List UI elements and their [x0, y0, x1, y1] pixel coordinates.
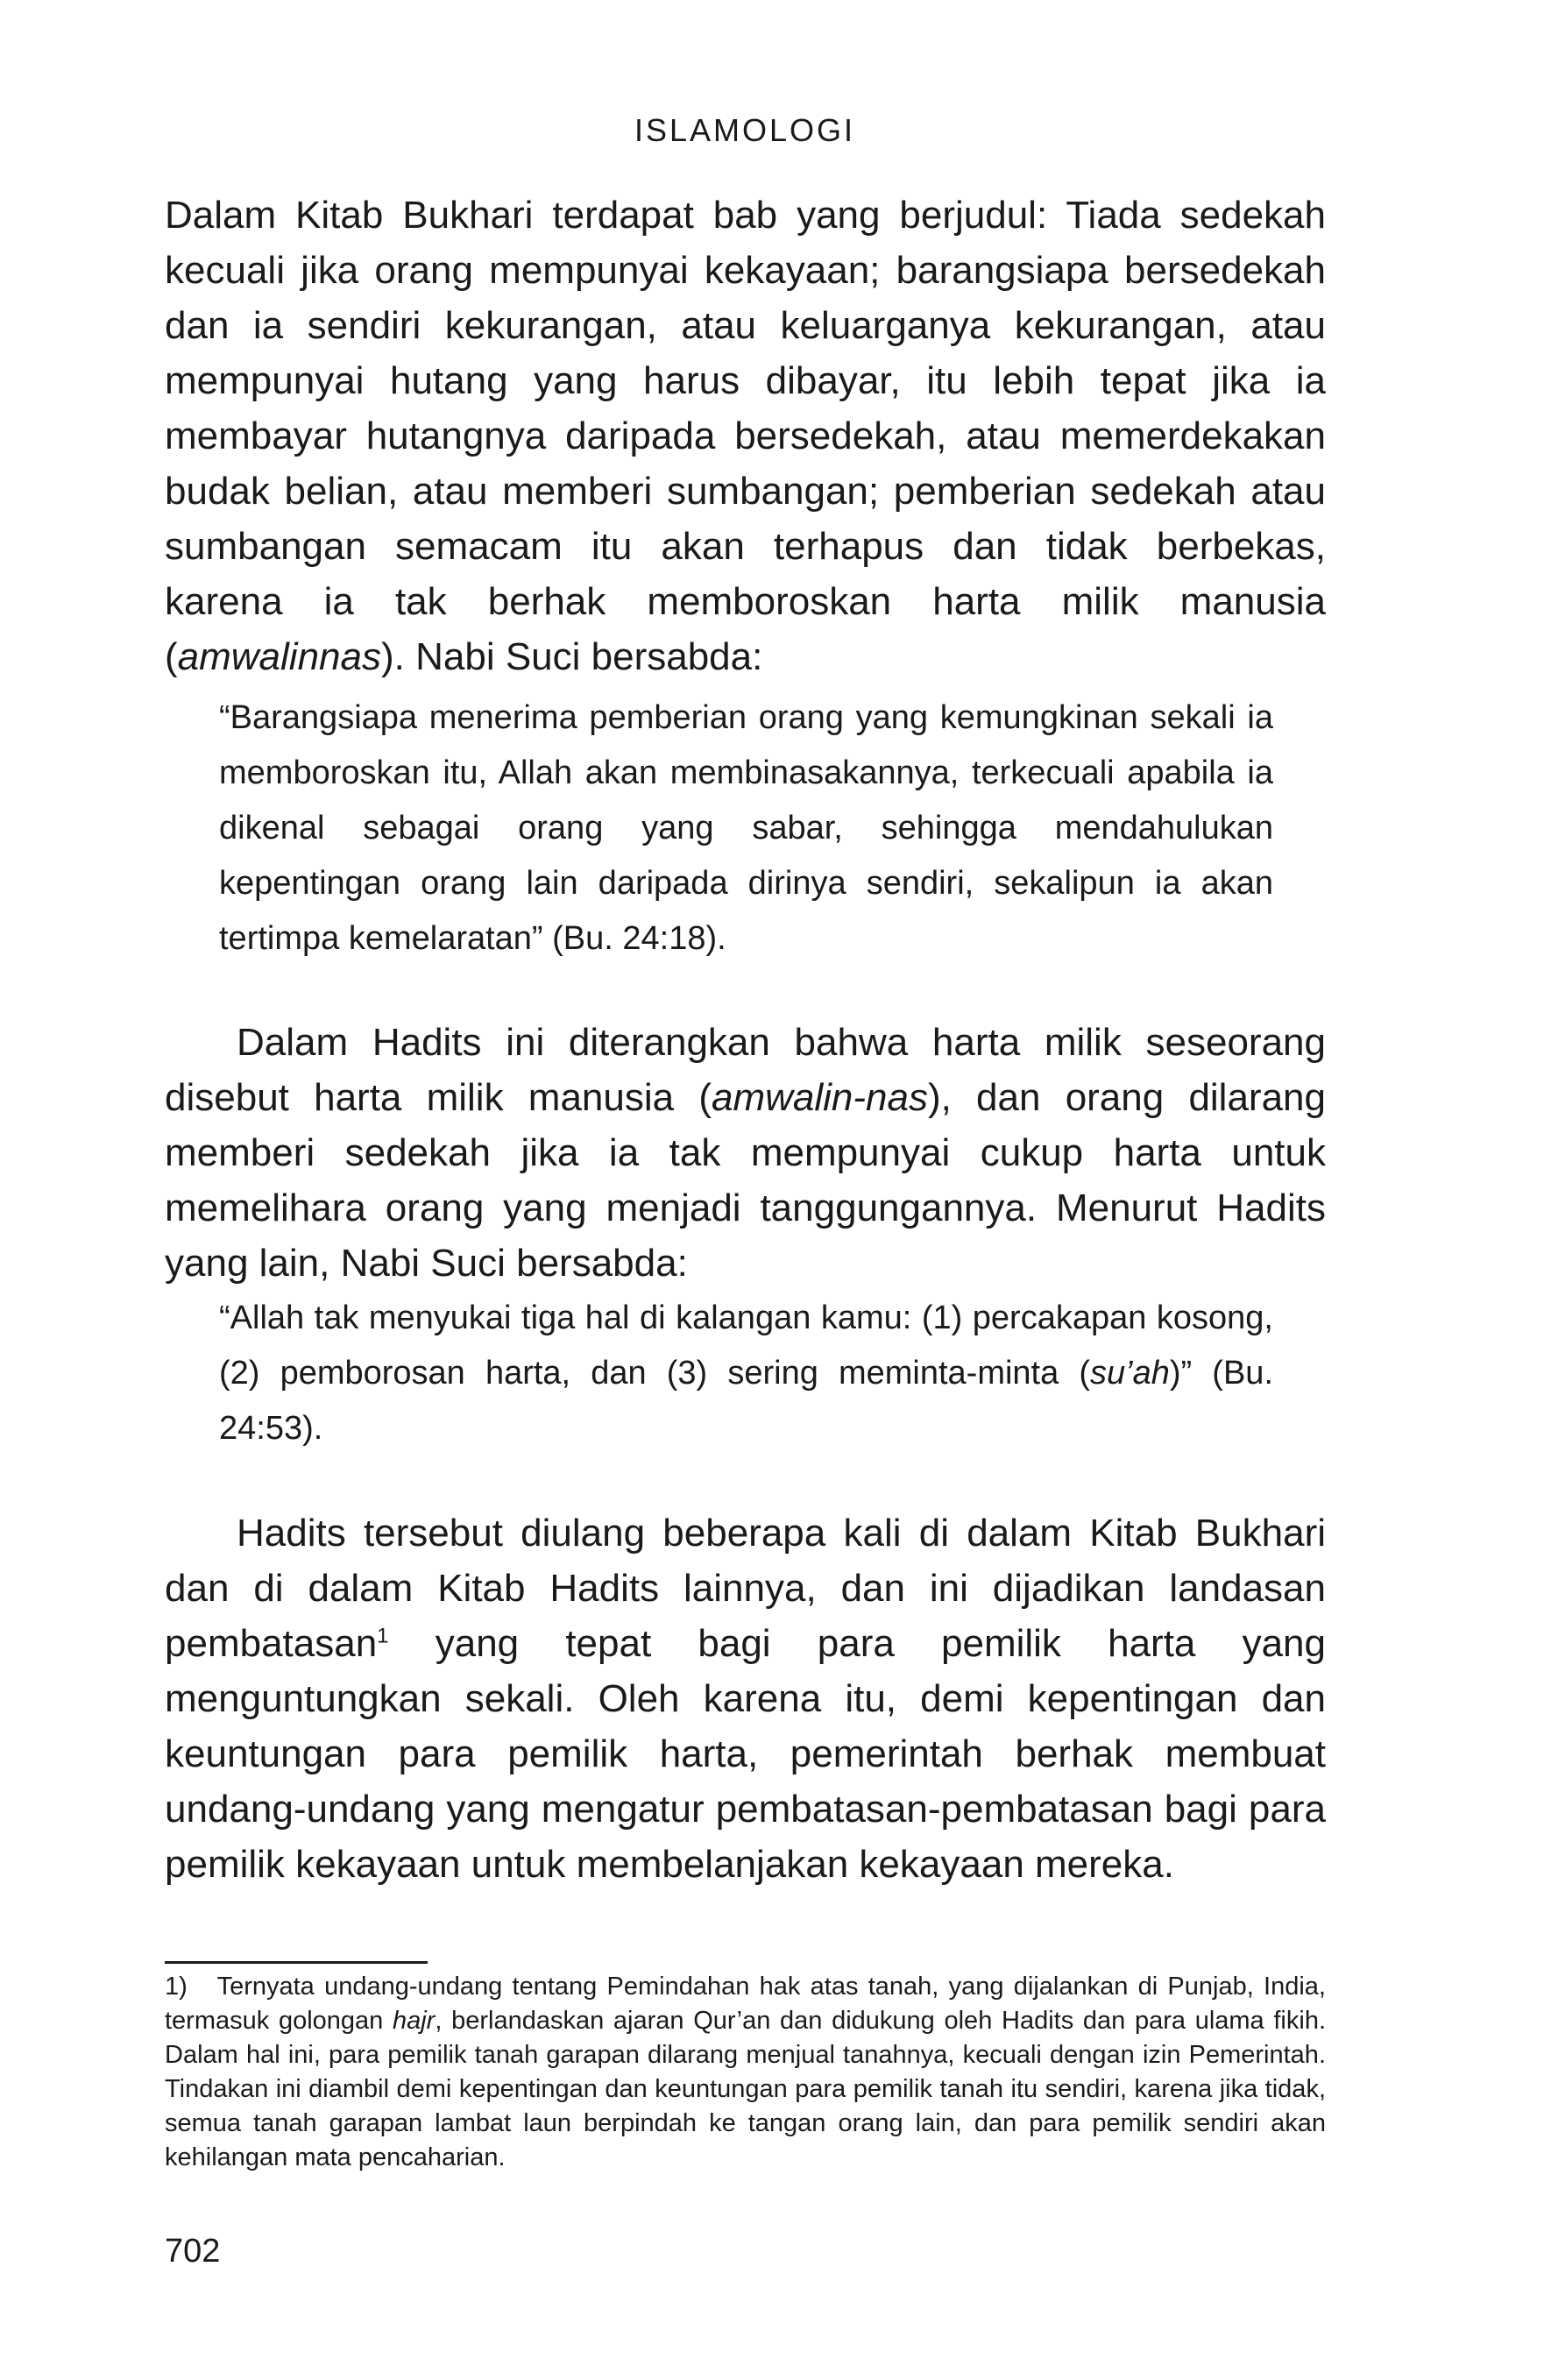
paragraph-2: [165, 1015, 1326, 1291]
paragraph-1: [165, 188, 1326, 684]
paragraph-2-text-end: ), dan orang dilarang memberi sedekah jika ia tak mempunyai cukup harta untuk memelihara orang yang menjadi tanggungannya. Menurut Hadits yang lain, Nabi Suci bersabda:: [165, 1076, 1326, 1285]
paragraph-2-text: Dalam Hadits ini diterangkan bahwa harta milik seseorang disebut harta milik manusia (: [165, 1021, 1326, 1119]
paragraph-1-term: amwalinnas: [177, 635, 381, 678]
quote-1: “Barangsiapa menerima pemberian orang yang kemungkinan sekali ia memboroskan itu, Allah akan membinasakannya, terkecuali apabila ia dikenal sebagai orang yang sabar, sehingga mendahulukan kepentingan orang lain daripada dirinya sendiri, sekalipun ia akan tertimpa kemelaratan” (Bu. 24:18).: [219, 699, 1273, 957]
paragraph-3-text-end: yang tepat bagi para pemilik harta yang menguntungkan sekali. Oleh karena itu, demi kepentingan dan keuntungan para pemilik harta, pemerintah berhak membuat undang-undang yang mengatur pembatasan-pembatasan bagi para pemilik kekayaan untuk membelanjakan kekayaan mereka.: [165, 1622, 1326, 1886]
paragraph-1-text: Dalam Kitab Bukhari terdapat bab yang berjudul: Tiada sedekah kecuali jika orang mempunyai kekayaan; barangsiapa bersedekah dan ia sendiri kekurangan, atau keluarganya kekurangan, atau mempunyai hutang yang harus dibayar, itu lebih tepat jika ia membayar hutangnya daripada bersedekah, atau memerdekakan budak belian, atau memberi sumbangan; pemberian sedekah atau sumbangan semacam itu akan terhapus dan tidak berbekas, karena ia tak berhak memboroskan harta milik manusia (: [165, 194, 1326, 678]
paragraph-2-term: amwalin-nas: [711, 1076, 928, 1119]
paragraph-3: [165, 1505, 1326, 1892]
paragraph-3-text: Hadits tersebut diulang beberapa kali di dalam Kitab Bukhari dan di dalam Kitab Hadits lainnya, dan ini dijadikan landasan pembatasan: [165, 1512, 1326, 1665]
footnote-divider: [165, 1961, 428, 1964]
quote-2-term: su’ah: [1090, 1355, 1170, 1392]
footnote-term: hajr: [392, 2007, 436, 2035]
page-number: 702: [165, 2233, 221, 2270]
paragraph-1-text-end: ). Nabi Suci bersabda:: [381, 635, 763, 678]
footnote-marker: 1): [165, 1973, 188, 2001]
running-header: ISLAMOLOGI: [634, 112, 856, 148]
quote-2-text: “Allah tak menyukai tiga hal di kalangan kamu: (1) percakapan kosong, (2) pemborosan harta, dan (3) sering meminta-minta (: [219, 1300, 1273, 1392]
footnote-text: Ternyata undang-undang tentang Pemindahan hak atas tanah, yang dijalankan di Punjab, India, termasuk golongan: [165, 1973, 1326, 2035]
quote-2: [219, 1291, 1273, 1456]
footnote-text-end: , berlandaskan ajaran Qur’an dan didukung oleh Hadits dan para ulama fikih. Dalam hal ini, para pemilik tanah garapan dilarang menjual tanahnya, kecuali dengan izin Pemerintah. Tindakan ini diambil demi kepentingan dan keuntungan para pemilik tanah itu sendiri, karena jika tidak, semua tanah garapan lambat laun berpindah ke tangan orang lain, dan para pemilik sendiri akan kehilangan mata pencaharian.: [165, 2007, 1326, 2171]
quote-2-text-end: )” (Bu. 24:53).: [219, 1355, 1274, 1447]
footnote-reference[interactable]: 1: [377, 1624, 389, 1648]
footnote: [165, 1970, 1326, 2175]
